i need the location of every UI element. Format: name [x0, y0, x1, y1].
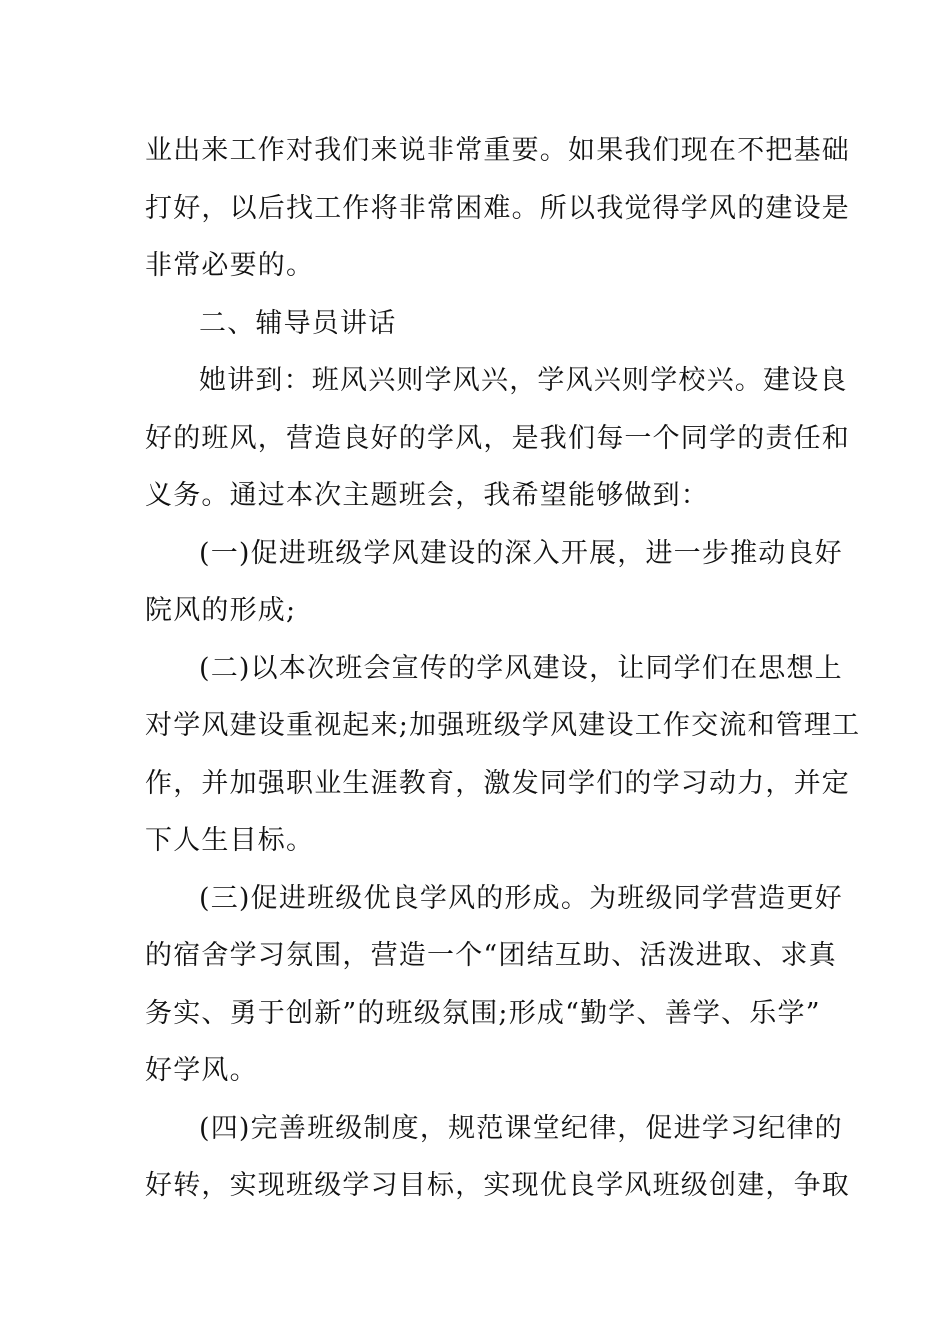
list-item-3-line: (三)促进班级优良学风的形成。为班级同学营造更好 [199, 882, 843, 914]
text-line: 非常必要的。 [145, 250, 315, 281]
list-item-3-line: 的宿舍学习氛围，营造一个“团结互助、活泼进取、求真 [145, 940, 837, 971]
list-item-2-line: (二)以本次班会宣传的学风建设，让同学们在思想上 [199, 652, 843, 684]
list-item-2-line: 下人生目标。 [145, 825, 315, 856]
list-item-2-line: 作，并加强职业生涯教育，激发同学们的学习动力，并定 [145, 767, 850, 799]
text-line: 义务。通过本次主题班会，我希望能够做到： [145, 480, 709, 511]
list-item-1-line: (一)促进班级学风建设的深入开展，进一步推动良好 [199, 537, 843, 569]
text-line: 打好，以后找工作将非常困难。所以我觉得学风的建设是 [145, 192, 850, 224]
document-body [145, 122, 861, 1215]
section-heading: 二、辅导员讲话 [199, 307, 397, 339]
list-item-3-line: 好学风。 [145, 1055, 258, 1086]
list-item-1-line: 院风的形成; [145, 595, 297, 626]
list-item-4-line: 好转，实现班级学习目标，实现优良学风班级创建，争取 [145, 1170, 850, 1201]
text-line: 好的班风，营造良好的学风，是我们每一个同学的责任和 [145, 422, 850, 454]
list-item-2-line: 对学风建设重视起来;加强班级学风建设工作交流和管理工 [145, 710, 861, 741]
text-line: 她讲到：班风兴则学风兴，学风兴则学校兴。建设良 [199, 365, 848, 396]
text-line: 业出来工作对我们来说非常重要。如果我们现在不把基础 [145, 135, 850, 166]
list-item-4-line: (四)完善班级制度，规范课堂纪律，促进学习纪律的 [199, 1112, 843, 1144]
list-item-3-line: 务实、勇于创新”的班级氛围;形成“勤学、善学、乐学” [145, 997, 821, 1029]
